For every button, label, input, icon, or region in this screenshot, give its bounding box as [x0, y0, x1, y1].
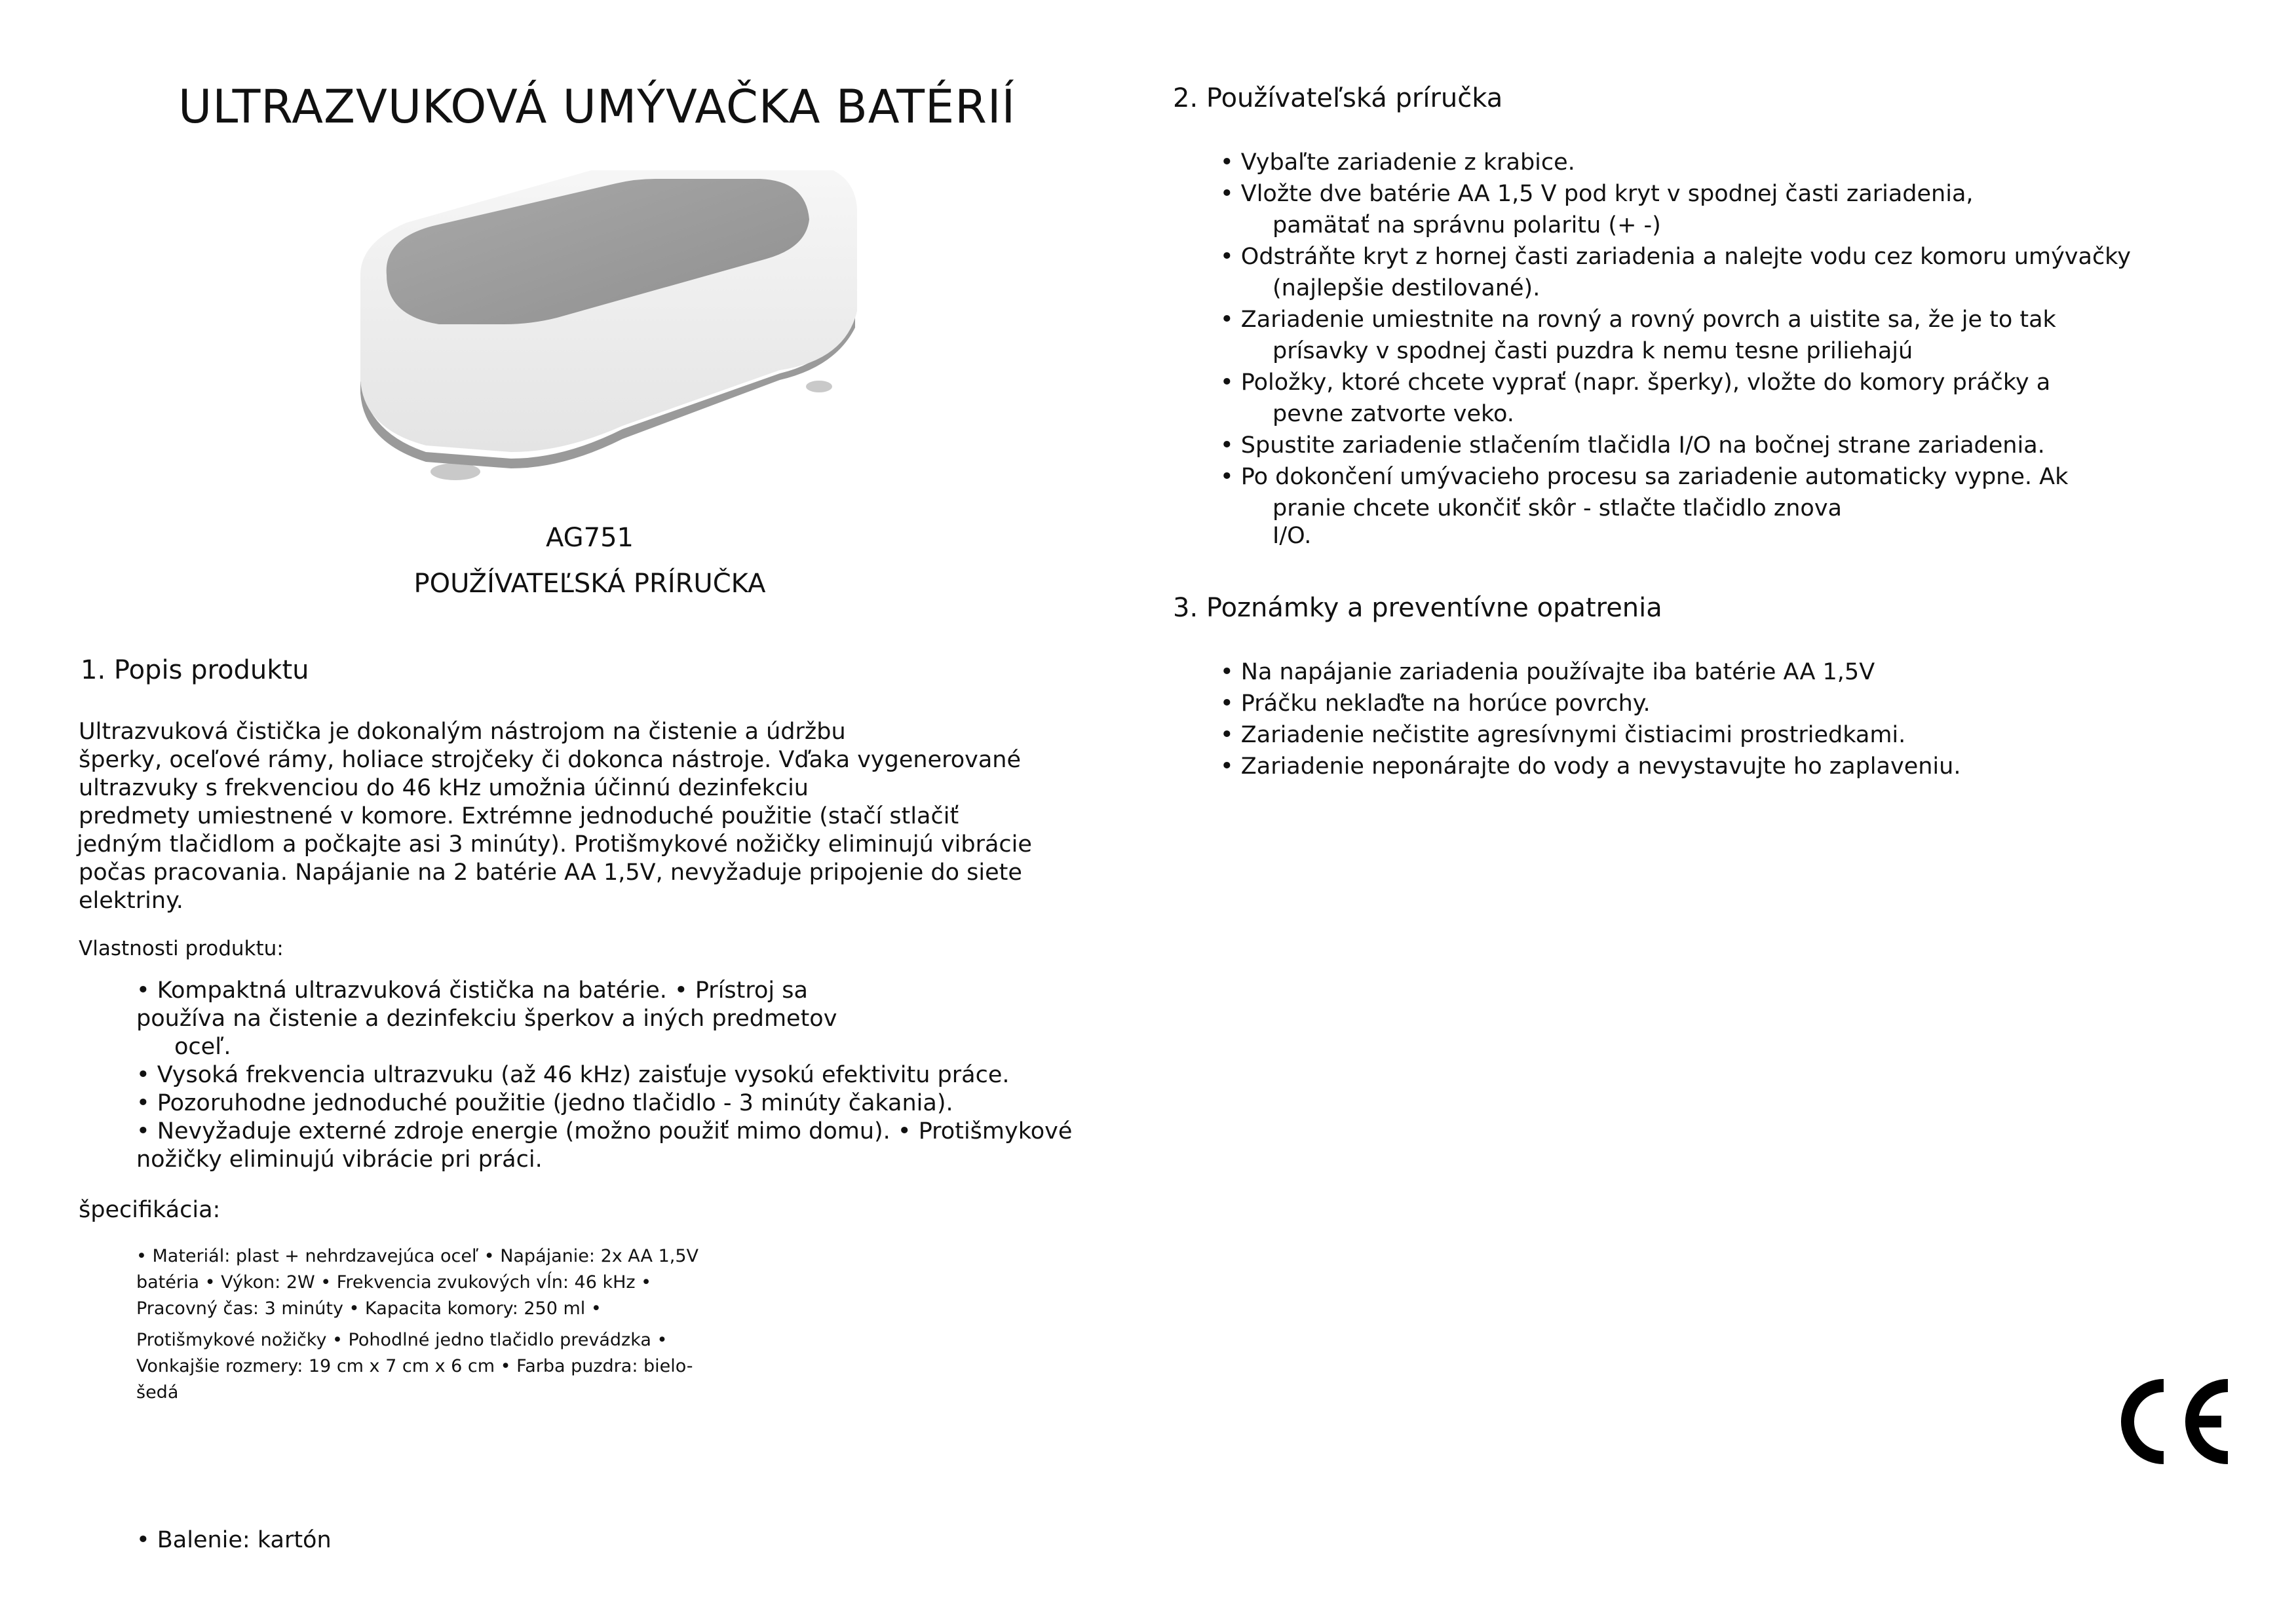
feature-line: nožičky eliminujú vibrácie pri práci.	[136, 1146, 543, 1173]
spec-line: šedá	[136, 1382, 179, 1403]
model-number: AG751	[545, 523, 634, 553]
instruction-line: • Vybaľte zariadenie z krabice.	[1220, 149, 1575, 176]
feature-line: používa na čistenie a dezinfekciu šperkov a iných predmetov	[136, 1006, 837, 1032]
description-line: ultrazvuky s frekvenciou do 46 kHz umožnia účinnú dezinfekciu	[79, 775, 809, 801]
features-label: Vlastnosti produktu:	[79, 937, 284, 960]
spec-line: • Materiál: plast + nehrdzavejúca oceľ • Napájanie: 2x AA 1,5V	[136, 1246, 698, 1266]
ce-mark-icon	[2110, 1372, 2234, 1471]
feature-line: oceľ.	[174, 1034, 231, 1060]
precaution-line: • Práčku neklaďte na horúce povrchy.	[1220, 690, 1651, 717]
spec-line: Protišmykové nožičky • Pohodlné jedno tlačidlo prevádzka •	[136, 1330, 668, 1350]
description-line: počas pracovania. Napájanie na 2 batérie AA 1,5V, nevyžaduje pripojenie do siete	[79, 859, 1022, 886]
packaging-line: • Balenie: kartón	[136, 1527, 332, 1553]
instruction-line: (najlepšie destilované).	[1272, 275, 1540, 301]
feature-line: • Nevyžaduje externé zdroje energie (možno použiť mimo domu). • Protišmykové	[136, 1118, 1073, 1144]
instruction-line: • Spustite zariadenie stlačením tlačidla I/O na bočnej strane zariadenia.	[1220, 432, 2045, 459]
instruction-line: • Položky, ktoré chcete vyprať (napr. šperky), vložte do komory práčky a	[1220, 369, 2051, 396]
description-line: elektriny.	[79, 888, 183, 914]
precaution-line: • Na napájanie zariadenia používajte iba batérie AA 1,5V	[1220, 659, 1875, 685]
spec-line: Vonkajšie rozmery: 19 cm x 7 cm x 6 cm • Farba puzdra: bielo-	[136, 1356, 693, 1376]
instruction-line: • Po dokončení umývacieho procesu sa zariadenie automaticky vypne. Ak	[1220, 464, 2069, 490]
spec-line: batéria • Výkon: 2W • Frekvencia zvukových vĺn: 46 kHz •	[136, 1272, 652, 1293]
manual-label: POUŽÍVATEĽSKÁ PRÍRUČKA	[413, 569, 766, 599]
ultrasonic-cleaner-device-image	[347, 170, 871, 485]
feature-line: • Vysoká frekvencia ultrazvuku (až 46 kHz) zaisťuje vysokú efektivitu práce.	[136, 1062, 1010, 1088]
instruction-line: I/O.	[1272, 523, 1312, 549]
page-title: ULTRAZVUKOVÁ UMÝVAČKA BATÉRIÍ	[178, 80, 1016, 134]
instruction-line: pamätať na správnu polaritu (+ -)	[1272, 212, 1661, 238]
precautions-list	[1220, 659, 1961, 785]
description-line: predmety umiestnené v komore. Extrémne jednoduché použitie (stačí stlačiť	[79, 803, 959, 829]
usage-instructions	[1220, 149, 2131, 550]
description-line: šperky, oceľové rámy, holiace strojčeky či dokonca nástroje. Vďaka vygenerované	[79, 747, 1022, 773]
product-description	[79, 718, 1032, 915]
precaution-line: • Zariadenie neponárajte do vody a nevystavujte ho zaplaveniu.	[1220, 753, 1961, 780]
spec-label: špecifikácia:	[79, 1197, 221, 1223]
instruction-line: • Vložte dve batérie AA 1,5 V pod kryt v spodnej časti zariadenia,	[1220, 181, 1974, 207]
section-2-heading: 2. Používateľská príručka	[1173, 83, 1503, 113]
features-list	[136, 977, 1072, 1174]
spec-line: Pracovný čas: 3 minúty • Kapacita komory: 250 ml •	[136, 1298, 602, 1319]
instruction-line: • Odstráňte kryt z hornej časti zariadenia a nalejte vodu cez komoru umývačky	[1220, 244, 2131, 270]
section-1-heading: 1. Popis produktu	[81, 655, 309, 685]
feature-line: • Pozoruhodne jednoduché použitie (jedno tlačidlo - 3 minúty čakania).	[136, 1090, 953, 1116]
feature-line: • Kompaktná ultrazvuková čistička na batérie. • Prístroj sa	[136, 977, 808, 1004]
instruction-line: pranie chcete ukončiť skôr - stlačte tlačidlo znova	[1272, 495, 1842, 521]
instruction-line: • Zariadenie umiestnite na rovný a rovný povrch a uistite sa, že je to tak	[1220, 307, 2056, 333]
description-line: jedným tlačidlom a počkajte asi 3 minúty). Protišmykové nožičky eliminujú vibrácie	[77, 831, 1032, 858]
instruction-line: pevne zatvorte veko.	[1272, 401, 1514, 427]
spec-list	[136, 1243, 698, 1406]
precaution-line: • Zariadenie nečistite agresívnymi čistiacimi prostriedkami.	[1220, 722, 1906, 748]
description-line: Ultrazvuková čistička je dokonalým nástrojom na čistenie a údržbu	[79, 719, 846, 745]
section-3-heading: 3. Poznámky a preventívne opatrenia	[1173, 593, 1662, 623]
instruction-line: prísavky v spodnej časti puzdra k nemu tesne priliehajú	[1272, 338, 1913, 364]
